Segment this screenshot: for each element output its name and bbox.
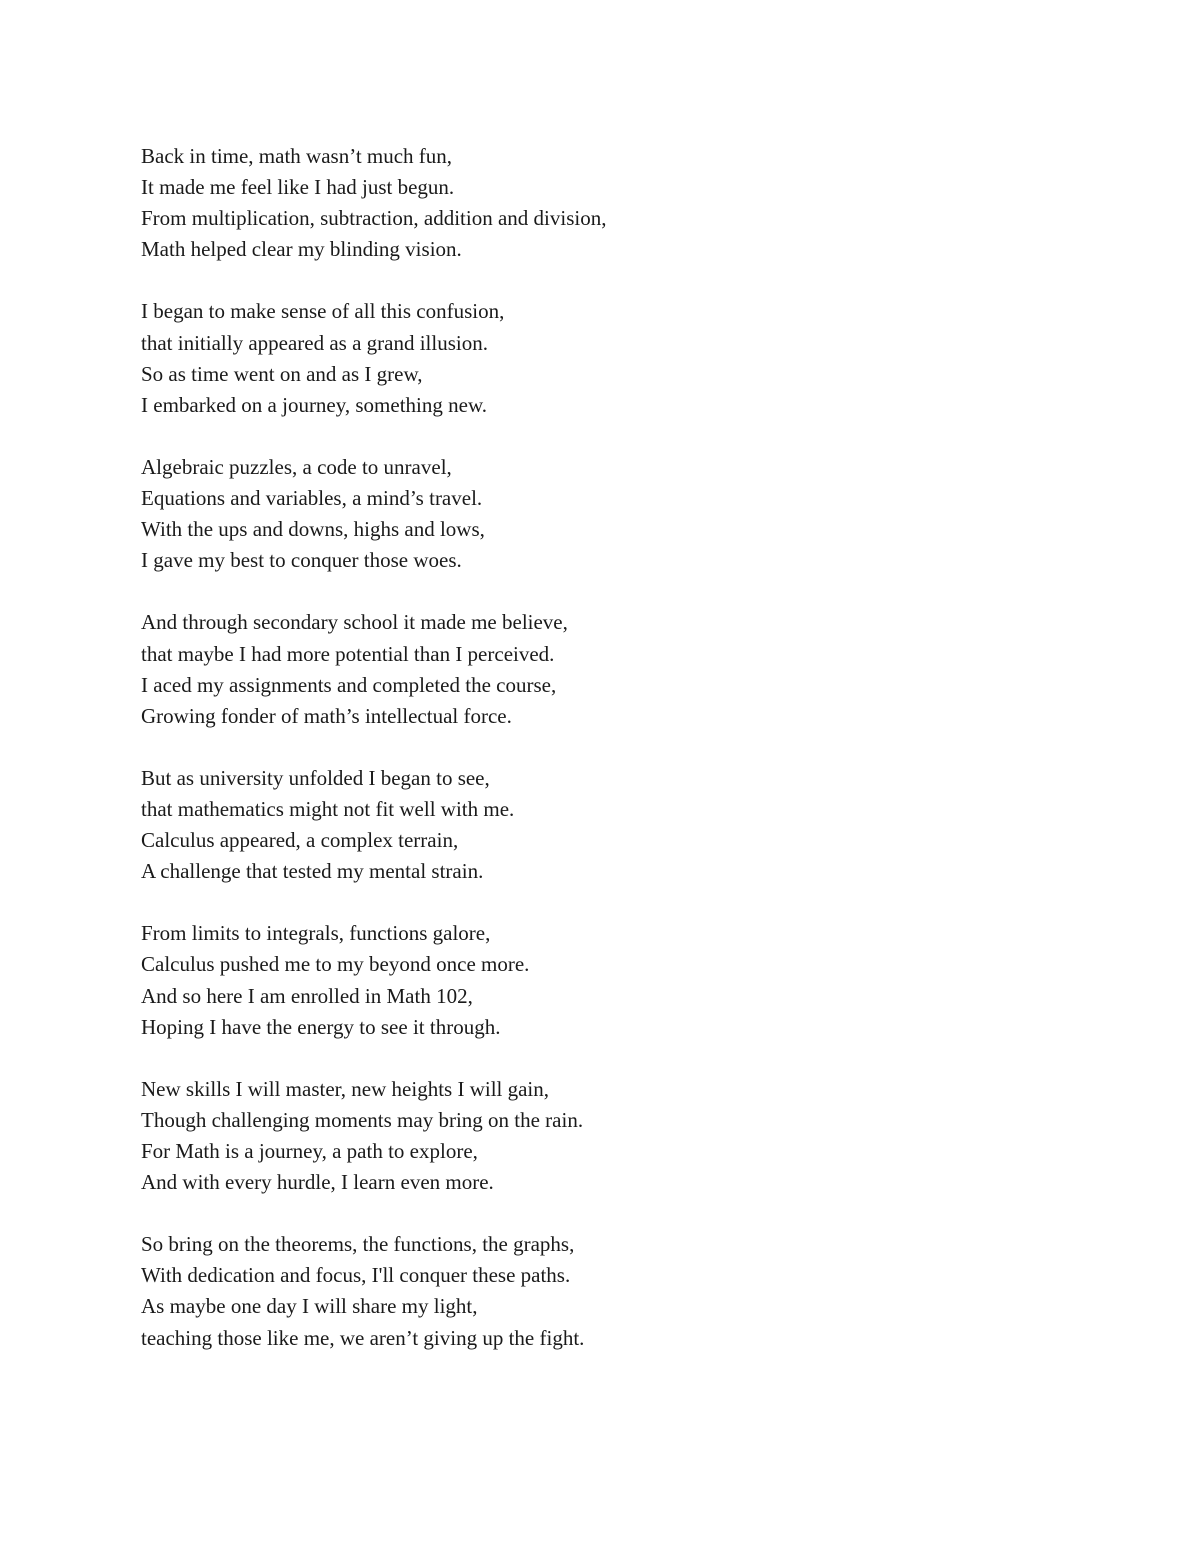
poem-line: So bring on the theorems, the functions, the graphs,	[141, 1232, 575, 1257]
poem-line: Equations and variables, a mind’s travel.	[141, 486, 483, 511]
poem-line: From limits to integrals, functions galore,	[141, 921, 491, 946]
poem-line: And with every hurdle, I learn even more.	[141, 1170, 494, 1195]
poem-line: And so here I am enrolled in Math 102,	[141, 983, 473, 1008]
stanza-7	[141, 1074, 1101, 1198]
poem-line: that mathematics might not fit well with me.	[141, 796, 515, 821]
poem-line: Calculus pushed me to my beyond once more.	[141, 952, 530, 977]
poem-line: I began to make sense of all this confusion,	[141, 299, 505, 324]
poem-line: Back in time, math wasn’t much fun,	[141, 144, 453, 168]
poem-line: With dedication and focus, I'll conquer these paths.	[141, 1263, 571, 1288]
poem-line: So as time went on and as I grew,	[141, 361, 423, 386]
poem-line: I gave my best to conquer those woes.	[141, 548, 462, 573]
stanza-6	[141, 918, 1101, 1042]
poem-line: Calculus appeared, a complex terrain,	[141, 828, 459, 853]
poem-line: I aced my assignments and completed the course,	[141, 672, 557, 697]
poem-line: Math helped clear my blinding vision.	[141, 237, 462, 262]
poem-line: New skills I will master, new heights I will gain,	[141, 1076, 550, 1101]
poem-line: Though challenging moments may bring on the rain.	[141, 1107, 584, 1132]
poem-line: For Math is a journey, a path to explore,	[141, 1139, 478, 1163]
poem-line: As maybe one day I will share my light,	[141, 1294, 478, 1319]
poem-line: teaching those like me, we aren’t giving up the fight.	[141, 1325, 585, 1350]
poem-line: that initially appeared as a grand illusion.	[141, 330, 488, 355]
poem-line: A challenge that tested my mental strain.	[141, 859, 484, 884]
poem-line: But as university unfolded I began to see,	[141, 765, 490, 790]
stanza-1	[141, 141, 1101, 265]
poem-line: I embarked on a journey, something new.	[141, 392, 488, 417]
stanza-4	[141, 607, 1101, 731]
stanza-3	[141, 452, 1101, 576]
poem-line: Algebraic puzzles, a code to unravel,	[141, 454, 452, 479]
poem-line: It made me feel like I had just begun.	[141, 175, 455, 200]
stanza-2	[141, 296, 1101, 420]
stanza-5	[141, 763, 1101, 887]
poem-line: And through secondary school it made me believe,	[141, 610, 568, 635]
stanza-8	[141, 1229, 1101, 1353]
poem-line: Growing fonder of math’s intellectual force.	[141, 703, 512, 728]
poem-line: Hoping I have the energy to see it through.	[141, 1014, 501, 1039]
poem-line: With the ups and downs, highs and lows,	[141, 517, 485, 542]
poem-body	[141, 141, 1101, 1385]
poem-line: that maybe I had more potential than I perceived.	[141, 641, 555, 666]
poem-line: From multiplication, subtraction, addition and division,	[141, 206, 607, 231]
